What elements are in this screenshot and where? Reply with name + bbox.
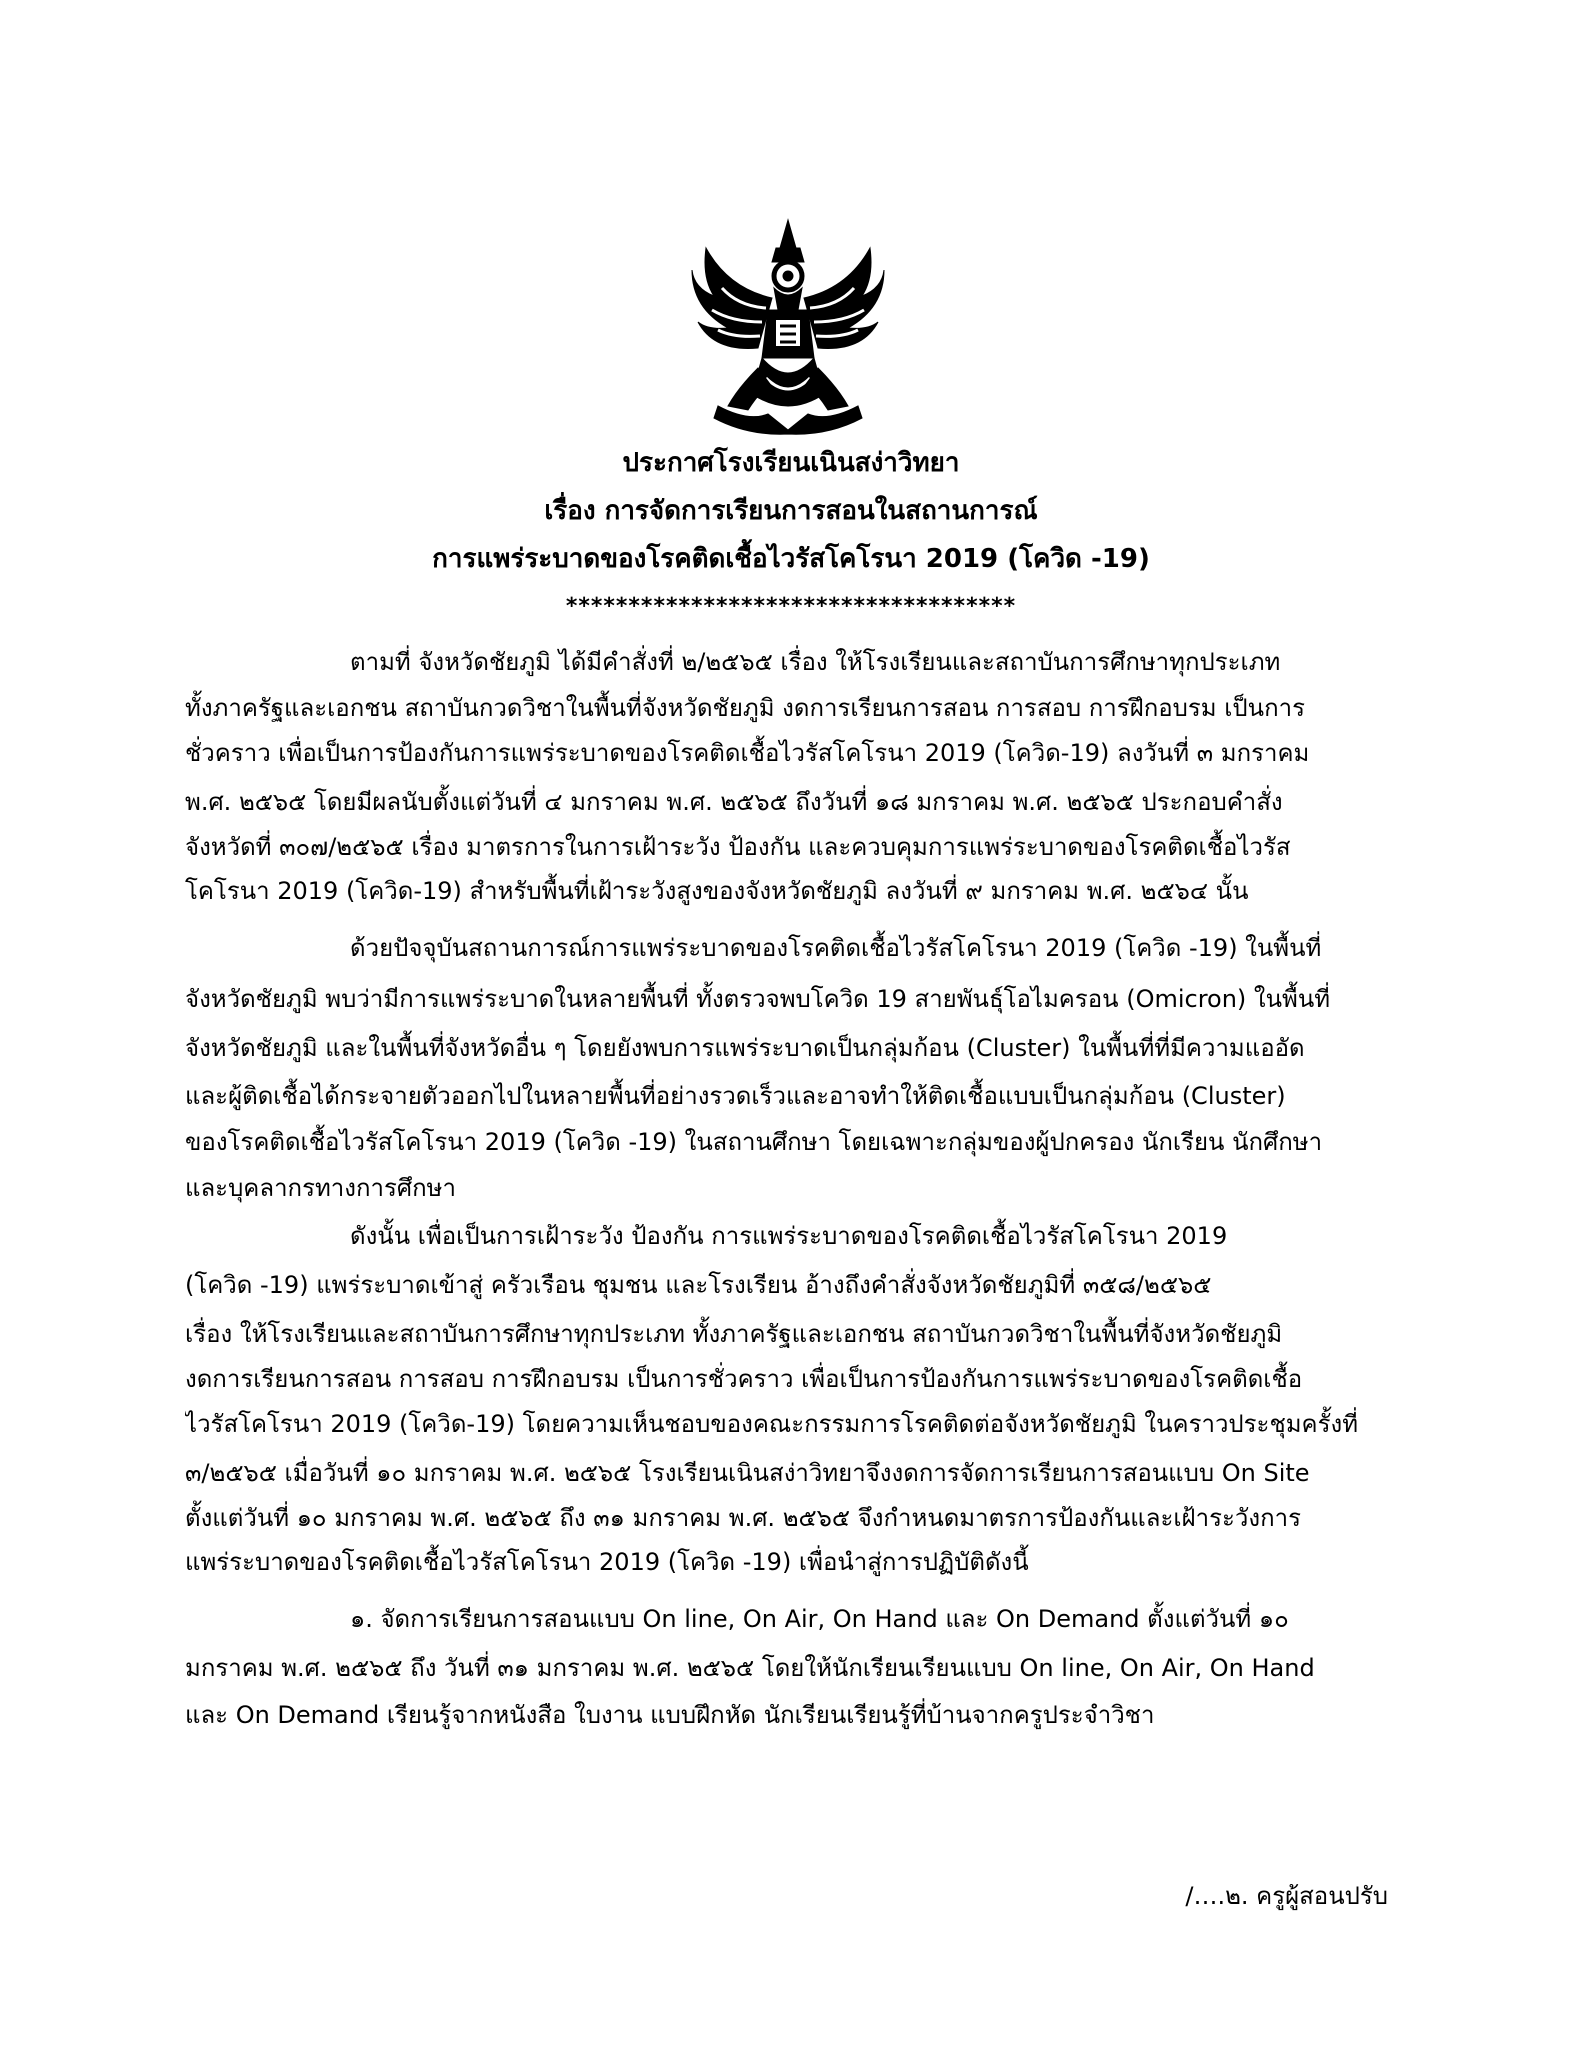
paragraph-3-line: (โควิด -19) แพร่ระบาดเข้าสู่ ครัวเรือน ชุมชน และโรงเรียน อ้างถึงคำสั่งจังหวัดชัยภูมิที่ ๓๕๘/๒๕๖๕ — [185, 1271, 1212, 1299]
paragraph-3-line: ตั้งแต่วันที่ ๑๐ มกราคม พ.ศ. ๒๕๖๕ ถึง ๓๑ มกราคม พ.ศ. ๒๕๖๕ จึงกำหนดมาตรการป้องกันและเฝ้าระวังการ — [185, 1504, 1301, 1532]
paragraph-1-line: ตามที่ จังหวัดชัยภูมิ ได้มีคำสั่งที่ ๒/๒๕๖๕ เรื่อง ให้โรงเรียนและสถาบันการศึกษาทุกประเภท — [350, 648, 1281, 676]
paragraph-2-line: ของโรคติดเชื้อไวรัสโคโรนา 2019 (โควิด -19) ในสถานศึกษา โดยเฉพาะกลุ่มของผู้ปกครอง นักเรียน นักศึกษา — [185, 1128, 1323, 1156]
announcement-subject: เรื่อง การจัดการเรียนการสอนในสถานการณ์ — [544, 496, 1038, 526]
paragraph-2-line: จังหวัดชัยภูมิ และในพื้นที่จังหวัดอื่น ๆ โดยยังพบการแพร่ระบาดเป็นกลุ่มก้อน (Cluster) ในพื้นที่ที่มีความแออัด — [185, 1034, 1305, 1062]
paragraph-3-line: ดังนั้น เพื่อเป็นการเฝ้าระวัง ป้องกัน การแพร่ระบาดของโรคติดเชื้อไวรัสโคโรนา 2019 — [350, 1222, 1228, 1250]
paragraph-3-line: ๓/๒๕๖๕ เมื่อวันที่ ๑๐ มกราคม พ.ศ. ๒๕๖๕ โรงเรียนเนินสง่าวิทยาจึงงดการจัดการเรียนการสอนแบบ On Site — [185, 1459, 1310, 1487]
measure-item-1-line: และ On Demand เรียนรู้จากหนังสือ ใบงาน แบบฝึกหัด นักเรียนเรียนรู้ที่บ้านจากครูประจำวิชา — [185, 1701, 1155, 1729]
measure-item-1-line: ๑. จัดการเรียนการสอนแบบ On line, On Air, On Hand และ On Demand ตั้งแต่วันที่ ๑๐ — [350, 1605, 1289, 1633]
measure-item-1-line: มกราคม พ.ศ. ๒๕๖๕ ถึง วันที่ ๓๑ มกราคม พ.ศ. ๒๕๖๕ โดยให้นักเรียนเรียนแบบ On line, On Air, On Hand — [185, 1654, 1315, 1682]
announcement-subject-continued: การแพร่ระบาดของโรคติดเชื้อไวรัสโคโรนา 2019 (โควิด -19) — [432, 544, 1150, 574]
announcement-title: ประกาศโรงเรียนเนินสง่าวิทยา — [622, 448, 960, 478]
separator-line: ************************************ — [565, 594, 1017, 619]
paragraph-2-line: ด้วยปัจจุบันสถานการณ์การแพร่ระบาดของโรคติดเชื้อไวรัสโคโรนา 2019 (โควิด -19) ในพื้นที่ — [350, 934, 1322, 962]
garuda-emblem-icon — [688, 218, 888, 436]
paragraph-3-line: ไวรัสโคโรนา 2019 (โควิด-19) โดยความเห็นชอบของคณะกรรมการโรคติดต่อจังหวัดชัยภูมิ ในคราวประชุมครั้งที่ — [185, 1410, 1359, 1438]
page-continuation-note: /….๒. ครูผู้สอนปรับ — [1185, 1882, 1388, 1910]
paragraph-3-line: แพร่ระบาดของโรคติดเชื้อไวรัสโคโรนา 2019 (โควิด -19) เพื่อนำสู่การปฏิบัติดังนี้ — [185, 1548, 1029, 1576]
paragraph-1-line: พ.ศ. ๒๕๖๕ โดยมีผลนับตั้งแต่วันที่ ๔ มกราคม พ.ศ. ๒๕๖๕ ถึงวันที่ ๑๘ มกราคม พ.ศ. ๒๕๖๕ ประกอบคำสั่ง — [185, 788, 1283, 816]
paragraph-1-line: โคโรนา 2019 (โควิด-19) สำหรับพื้นที่เฝ้าระวังสูงของจังหวัดชัยภูมิ ลงวันที่ ๙ มกราคม พ.ศ. ๒๕๖๔ นั้น — [185, 877, 1249, 905]
paragraph-3-line: เรื่อง ให้โรงเรียนและสถาบันการศึกษาทุกประเภท ทั้งภาครัฐและเอกชน สถาบันกวดวิชาในพื้นที่จังหวัดชัยภูมิ — [185, 1320, 1283, 1348]
paragraph-1-line: จังหวัดที่ ๓๐๗/๒๕๖๕ เรื่อง มาตรการในการเฝ้าระวัง ป้องกัน และควบคุมการแพร่ระบาดของโรคติดเชื้อไวรัส — [185, 833, 1291, 861]
paragraph-2-line: และบุคลากรทางการศึกษา — [185, 1174, 456, 1202]
paragraph-2-line: จังหวัดชัยภูมิ พบว่ามีการแพร่ระบาดในหลายพื้นที่ ทั้งตรวจพบโควิด 19 สายพันธุ์โอไมครอน (Omicron) ในพื้นที่ — [185, 985, 1331, 1013]
paragraph-1-line: ชั่วคราว เพื่อเป็นการป้องกันการแพร่ระบาดของโรคติดเชื้อไวรัสโคโรนา 2019 (โควิด-19) ลงวันที่ ๓ มกราคม — [185, 739, 1310, 767]
paragraph-2-line: และผู้ติดเชื้อได้กระจายตัวออกไปในหลายพื้นที่อย่างรวดเร็วและอาจทำให้ติดเชื้อแบบเป็นกลุ่มก้อน (Cluster) — [185, 1082, 1286, 1110]
paragraph-3-line: งดการเรียนการสอน การสอบ การฝึกอบรม เป็นการชั่วคราว เพื่อเป็นการป้องกันการแพร่ระบาดของโรคติดเชื้อ — [185, 1365, 1303, 1393]
paragraph-1-line: ทั้งภาครัฐและเอกชน สถาบันกวดวิชาในพื้นที่จังหวัดชัยภูมิ งดการเรียนการสอน การสอบ การฝึกอบรม เป็นการ — [185, 694, 1305, 722]
